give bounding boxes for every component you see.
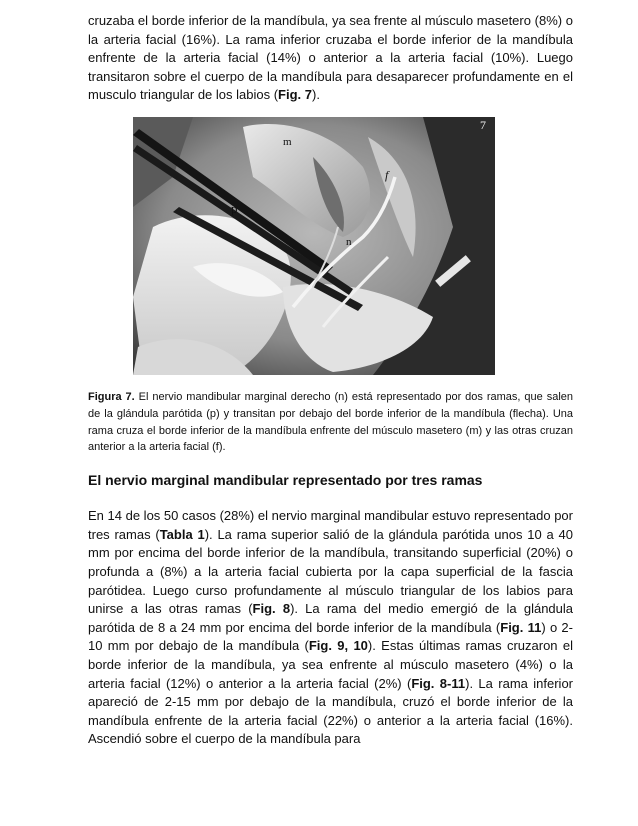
label-m: m bbox=[283, 135, 292, 148]
figure-7 bbox=[133, 117, 495, 375]
label-p: p bbox=[231, 200, 238, 216]
figure-caption bbox=[88, 389, 573, 456]
figure-reference: Fig. 9, 10 bbox=[308, 638, 368, 654]
figure-reference: Fig. 8-11 bbox=[411, 675, 466, 691]
label-n: n bbox=[346, 235, 352, 248]
paragraph-top-text: cruzaba el borde inferior de la mandíbula, ya sea frente al músculo masetero (8%) o la arteria facial (16%). La rama inferior cruzaba el borde inferior de la mandíbula enfrente de la arteria facial (14%) o anterior a la arteria facial (10%). Luego transitaron sobre el cuerpo de la mandíbula para desaparecer profundamente en el musculo triangular de los labios ( bbox=[88, 13, 573, 103]
figure-reference: Fig. 8 bbox=[252, 601, 291, 617]
section-heading: El nervio marginal mandibular representado por tres ramas bbox=[88, 472, 483, 489]
paragraph-top-end: ). bbox=[312, 87, 320, 103]
label-f: f bbox=[385, 167, 389, 182]
surgical-photograph bbox=[133, 117, 495, 375]
body-text: ). Estas últimas ramas cruzaron el borde inferior de la mandíbula, ya sea enfrente al músculo masetero (4%) o la arteria facial (12%) o anterior a la arteria facial (2%) ( bbox=[88, 638, 573, 691]
section-body bbox=[88, 507, 573, 749]
caption-text: El nervio mandibular marginal derecho (n) está representado por dos ramas, que salen de la glándula parótida (p) y transitan por debajo del borde inferior de la mandíbula (flecha). Una rama cruza el borde inferior de la mandíbula enfrente del músculo masetero (m) y las otras cruzan anterior a la arteria facial (f). bbox=[88, 390, 573, 454]
document-page bbox=[88, 12, 573, 749]
body-text: ). La rama superior salió de la glándula parótida unos 10 a 40 mm por encima del borde inferior de la mandíbula, transitando superficial (20%) o profunda a (8%) a la arteria facial cubierta por la capa superficial de la fascia parótidea. Luego curso profundamente al músculo triangular de los labios para unirse a las otras ramas ( bbox=[88, 526, 573, 617]
figure-reference: Fig. 7 bbox=[278, 87, 312, 103]
body-text: En 14 de los 50 casos (28%) el nervio marginal mandibular estuvo representado por tres ramas ( bbox=[88, 508, 573, 542]
table-reference: Tabla 1 bbox=[159, 526, 205, 542]
figure-reference: Fig. 11 bbox=[500, 619, 542, 635]
paragraph-top bbox=[88, 12, 573, 105]
body-text: ) o 2-10 mm por debajo de la mandíbula ( bbox=[88, 619, 573, 654]
body-text: ). La rama inferior apareció de 2-15 mm por debajo de la mandíbula, cruzó el borde inferior de la mandíbula enfrente de la arteria facial (22%) o anterior a la arteria facial (16%). Ascendió sobre el cuerpo de la mandíbula para bbox=[88, 675, 574, 747]
figure-number-label: 7 bbox=[480, 117, 486, 132]
caption-label: Figura 7. bbox=[88, 390, 135, 403]
body-text: ). La rama del medio emergió de la glándula parótida de 8 a 24 mm por encima del borde inferior de la mandíbula ( bbox=[88, 601, 574, 635]
